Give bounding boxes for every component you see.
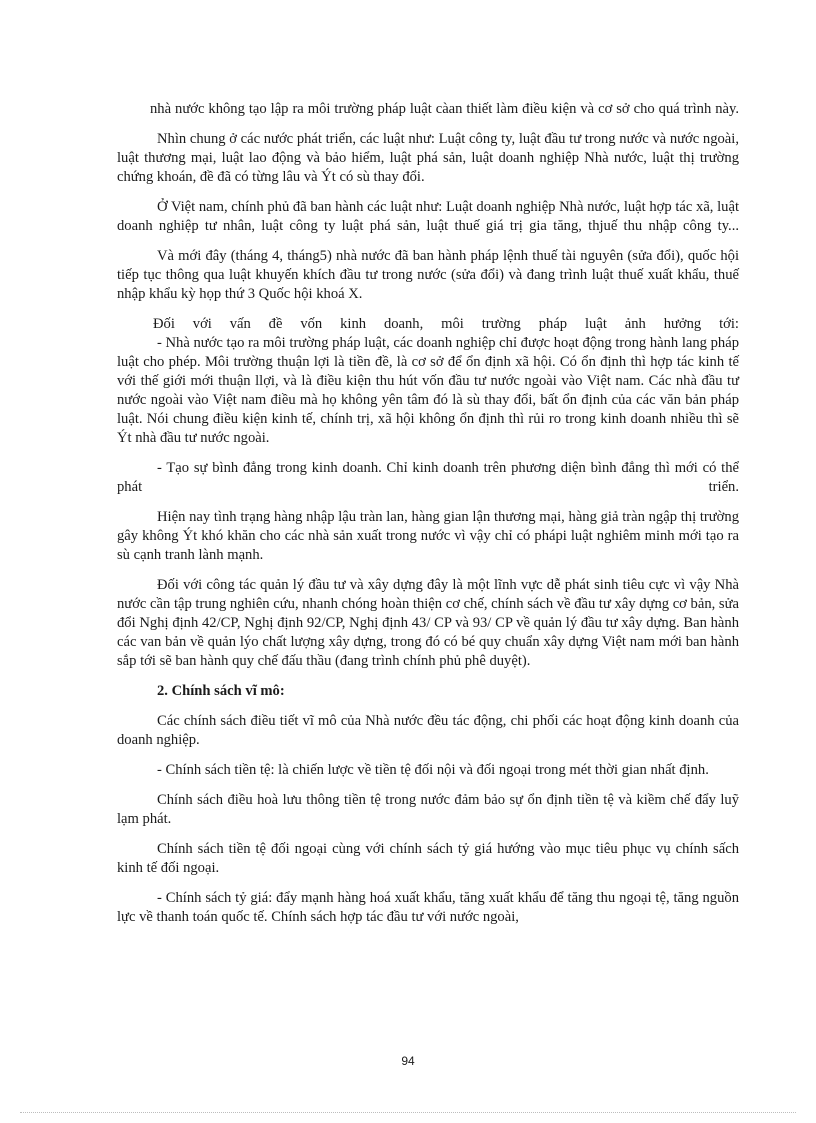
page-bottom-divider	[20, 1112, 796, 1113]
body-text	[117, 100, 739, 938]
paragraph: - Chính sách tiền tệ: là chiến lược về tiền tệ đối nội và đối ngoại trong mét thời gian nhất định.	[157, 762, 709, 778]
paragraph: Và mới đây (tháng 4, tháng5) nhà nước đã ban hành pháp lệnh thuế tài nguyên (sửa đổi), quốc hội tiếp tục thông qua luật khuyến khích đầu tư trong nước (sửa đổi) và đang trình luật thuế xuất khẩu, thuế nhập khẩu kỳ họp thứ 3 Quốc hội khoá X.	[117, 248, 739, 302]
page-number: 94	[401, 1054, 415, 1068]
section-heading: 2. Chính sách vĩ mô:	[157, 683, 285, 699]
paragraph: Ở Việt nam, chính phủ đã ban hành các luật như: Luật doanh nghiệp Nhà nước, luật hợp tác xã, luật doanh nghiệp tư nhân, luật công ty luật phá sản, luật thuế giá trị gia tăng, thjuế thu nhập công ty...	[117, 199, 739, 234]
paragraph: - Tạo sự bình đẳng trong kinh doanh. Chỉ kinh doanh trên phương diện bình đẳng thì mới có thể phát triển.	[117, 460, 739, 495]
paragraph: - Nhà nước tạo ra môi trường pháp luật, các doanh nghiệp chỉ được hoạt động trong hành lang pháp luật cho phép. Môi trường thuận lợi là tiền đề, là cơ sở để ổn định xã hội. Có ổn định thì hợp tác kinh tế với thế giới mới thuận llợi, và là điều kiện thu hút vốn đầu tư nước ngoài vào Việt nam. Các nhà đầu tư nước ngoài vào Việt nam điều mà họ không yên tâm đó là sù thay đổi, bất ổn định của các văn bản pháp luật. Nói chung điều kiện kinh tế, chính trị, xã hội không ổn định thì rủi ro trong kinh doanh nhiều thì sẽ Ýt nhà đầu tư nước ngoài.	[117, 335, 739, 446]
paragraph: Các chính sách điều tiết vĩ mô của Nhà nước đều tác động, chi phối các hoạt động kinh doanh của doanh nghiệp.	[117, 713, 739, 748]
paragraph: Nhìn chung ở các nước phát triển, các luật như: Luật công ty, luật đầu tư trong nước và nước ngoài, luật thương mại, luật lao động và bảo hiểm, luật phá sản, luật doanh nghiệp Nhà nước, luật thị trường chứng khoán, đề đã có từng lâu và Ýt có sù thay đổi.	[117, 131, 739, 185]
paragraph: Chính sách tiền tệ đối ngoại cùng với chính sách tỷ giá hướng vào mục tiêu phục vụ chính sấch kinh tế đối ngoại.	[117, 841, 739, 876]
paragraph: Đối với công tác quản lý đầu tư và xây dựng đây là một lĩnh vực dễ phát sinh tiêu cực vì vậy Nhà nước cần tập trung nghiên cứu, nhanh chóng hoàn thiện cơ chế, chính sách về đầu tư xây dựng cơ bản, sửa đổi Nghị định 42/CP, Nghị định 92/CP, Nghị định 43/ CP và 93/ CP về quản lý đầu tư xây dựng. Ban hành các van bản về quản lýo chất lượng xây dựng, trong đó có bé quy chuẩn xây dựng Việt nam mới ban hành sắp tới sẽ ban hành quy chế đấu thầu (đang trình chính phủ phê duyệt).	[117, 577, 739, 669]
paragraph: Chính sách điều hoà lưu thông tiền tệ trong nước đảm bảo sự ổn định tiền tệ và kiềm chế đẩy luỹ lạm phát.	[117, 792, 739, 827]
paragraph: Đối với vấn đề vốn kinh doanh, môi trường pháp luật ảnh hưởng tới:	[153, 316, 739, 332]
paragraph: nhà nước không tạo lập ra môi trường pháp luật càan thiết làm điều kiện và cơ sở cho quá trình này.	[150, 101, 739, 117]
paragraph: - Chính sách tỷ giá: đẩy mạnh hàng hoá xuất khẩu, tăng xuất khẩu để tăng thu ngoại tệ, tăng nguồn lực về thanh toán quốc tế. Chính sách hợp tác đầu tư với nước ngoài,	[117, 890, 739, 925]
paragraph: Hiện nay tình trạng hàng nhập lậu tràn lan, hàng gian lận thương mại, hàng giả tràn ngập thị trường gây không Ýt khó khăn cho các nhà sản xuất trong nước vì vậy chỉ có phápi luật nghiêm minh mới tạo ra sù cạnh tranh lành mạnh.	[117, 509, 739, 563]
